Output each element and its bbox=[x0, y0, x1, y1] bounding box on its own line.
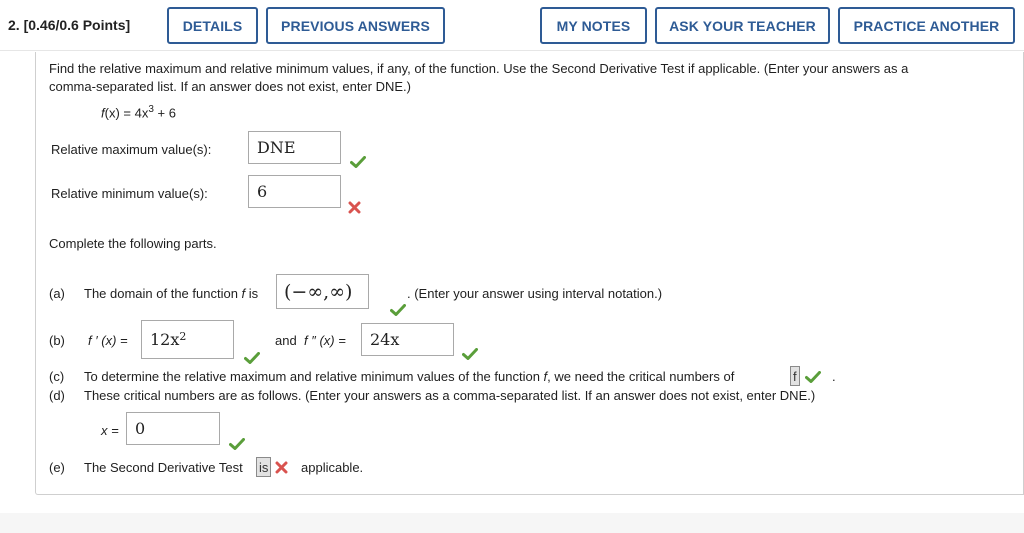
ask-teacher-button[interactable]: ASK YOUR TEACHER bbox=[655, 7, 830, 44]
part-a-hint: . (Enter your answer using interval notation.) bbox=[407, 286, 663, 301]
first-derivative-input[interactable]: 12x $^2$ bbox=[141, 320, 234, 359]
part-e-letter: (e) bbox=[49, 460, 65, 475]
prompt-line-2: comma-separated list. If an answer does not exist, enter DNE.) bbox=[49, 79, 411, 94]
rel-min-input[interactable]: 6 bbox=[248, 175, 341, 208]
part-c-text: To determine the relative maximum and relative minimum values of the function f, we need the critical numbers of bbox=[84, 369, 735, 384]
question-points-label: 2. [0.46/0.6 Points] bbox=[8, 17, 131, 33]
incorrect-x-icon bbox=[275, 461, 288, 474]
correct-check-icon bbox=[229, 438, 245, 450]
correct-check-icon bbox=[390, 304, 406, 316]
rel-min-label: Relative minimum value(s): bbox=[51, 186, 208, 201]
correct-check-icon bbox=[244, 352, 260, 364]
question-panel bbox=[35, 52, 1024, 495]
and-label: and bbox=[275, 333, 297, 348]
second-derivative-input[interactable]: 24x bbox=[361, 323, 454, 356]
complete-parts-text: Complete the following parts. bbox=[49, 236, 217, 251]
part-d-text: These critical numbers are as follows. (Enter your answers as a comma-separated list. If an answer does not exist, enter DNE.) bbox=[84, 388, 816, 403]
critical-numbers-input[interactable]: 0 bbox=[126, 412, 220, 445]
fdouble-label: f ″ (x) = bbox=[304, 333, 346, 348]
part-a-text: The domain of the function f is bbox=[84, 286, 259, 301]
details-button[interactable]: DETAILS bbox=[167, 7, 258, 44]
part-c-letter: (c) bbox=[49, 369, 65, 384]
x-label: x = bbox=[101, 423, 119, 438]
incorrect-x-icon bbox=[348, 201, 361, 214]
part-b-letter: (b) bbox=[49, 333, 65, 348]
prompt-line-1: Find the relative maximum and relative minimum values, if any, of the function. Use the Second Derivative Test if applicable. (Enter your answers as a bbox=[49, 61, 909, 76]
part-c-tail: . bbox=[832, 369, 836, 384]
function-definition: $f(x) = 4x^3 + 6$ bbox=[101, 104, 176, 121]
critical-numbers-of-select[interactable]: f bbox=[790, 366, 800, 386]
part-e-tail: applicable. bbox=[301, 460, 364, 475]
domain-input[interactable]: (−∞,∞) bbox=[276, 274, 369, 309]
previous-answers-button[interactable]: PREVIOUS ANSWERS bbox=[266, 7, 445, 44]
header-divider bbox=[0, 50, 1024, 51]
rel-max-input[interactable]: DNE bbox=[248, 131, 341, 164]
my-notes-button[interactable]: MY NOTES bbox=[540, 7, 647, 44]
correct-check-icon bbox=[462, 348, 478, 360]
part-e-text: The Second Derivative Test bbox=[84, 460, 243, 475]
part-d-letter: (d) bbox=[49, 388, 65, 403]
practice-another-button[interactable]: PRACTICE ANOTHER bbox=[838, 7, 1015, 44]
correct-check-icon bbox=[805, 371, 821, 383]
test-applicable-select[interactable]: is bbox=[256, 457, 271, 477]
part-a-letter: (a) bbox=[49, 286, 65, 301]
fprime-label: f ′ (x) = bbox=[88, 333, 128, 348]
rel-max-label: Relative maximum value(s): bbox=[51, 142, 212, 157]
footer-band bbox=[0, 513, 1024, 533]
correct-check-icon bbox=[350, 156, 366, 168]
